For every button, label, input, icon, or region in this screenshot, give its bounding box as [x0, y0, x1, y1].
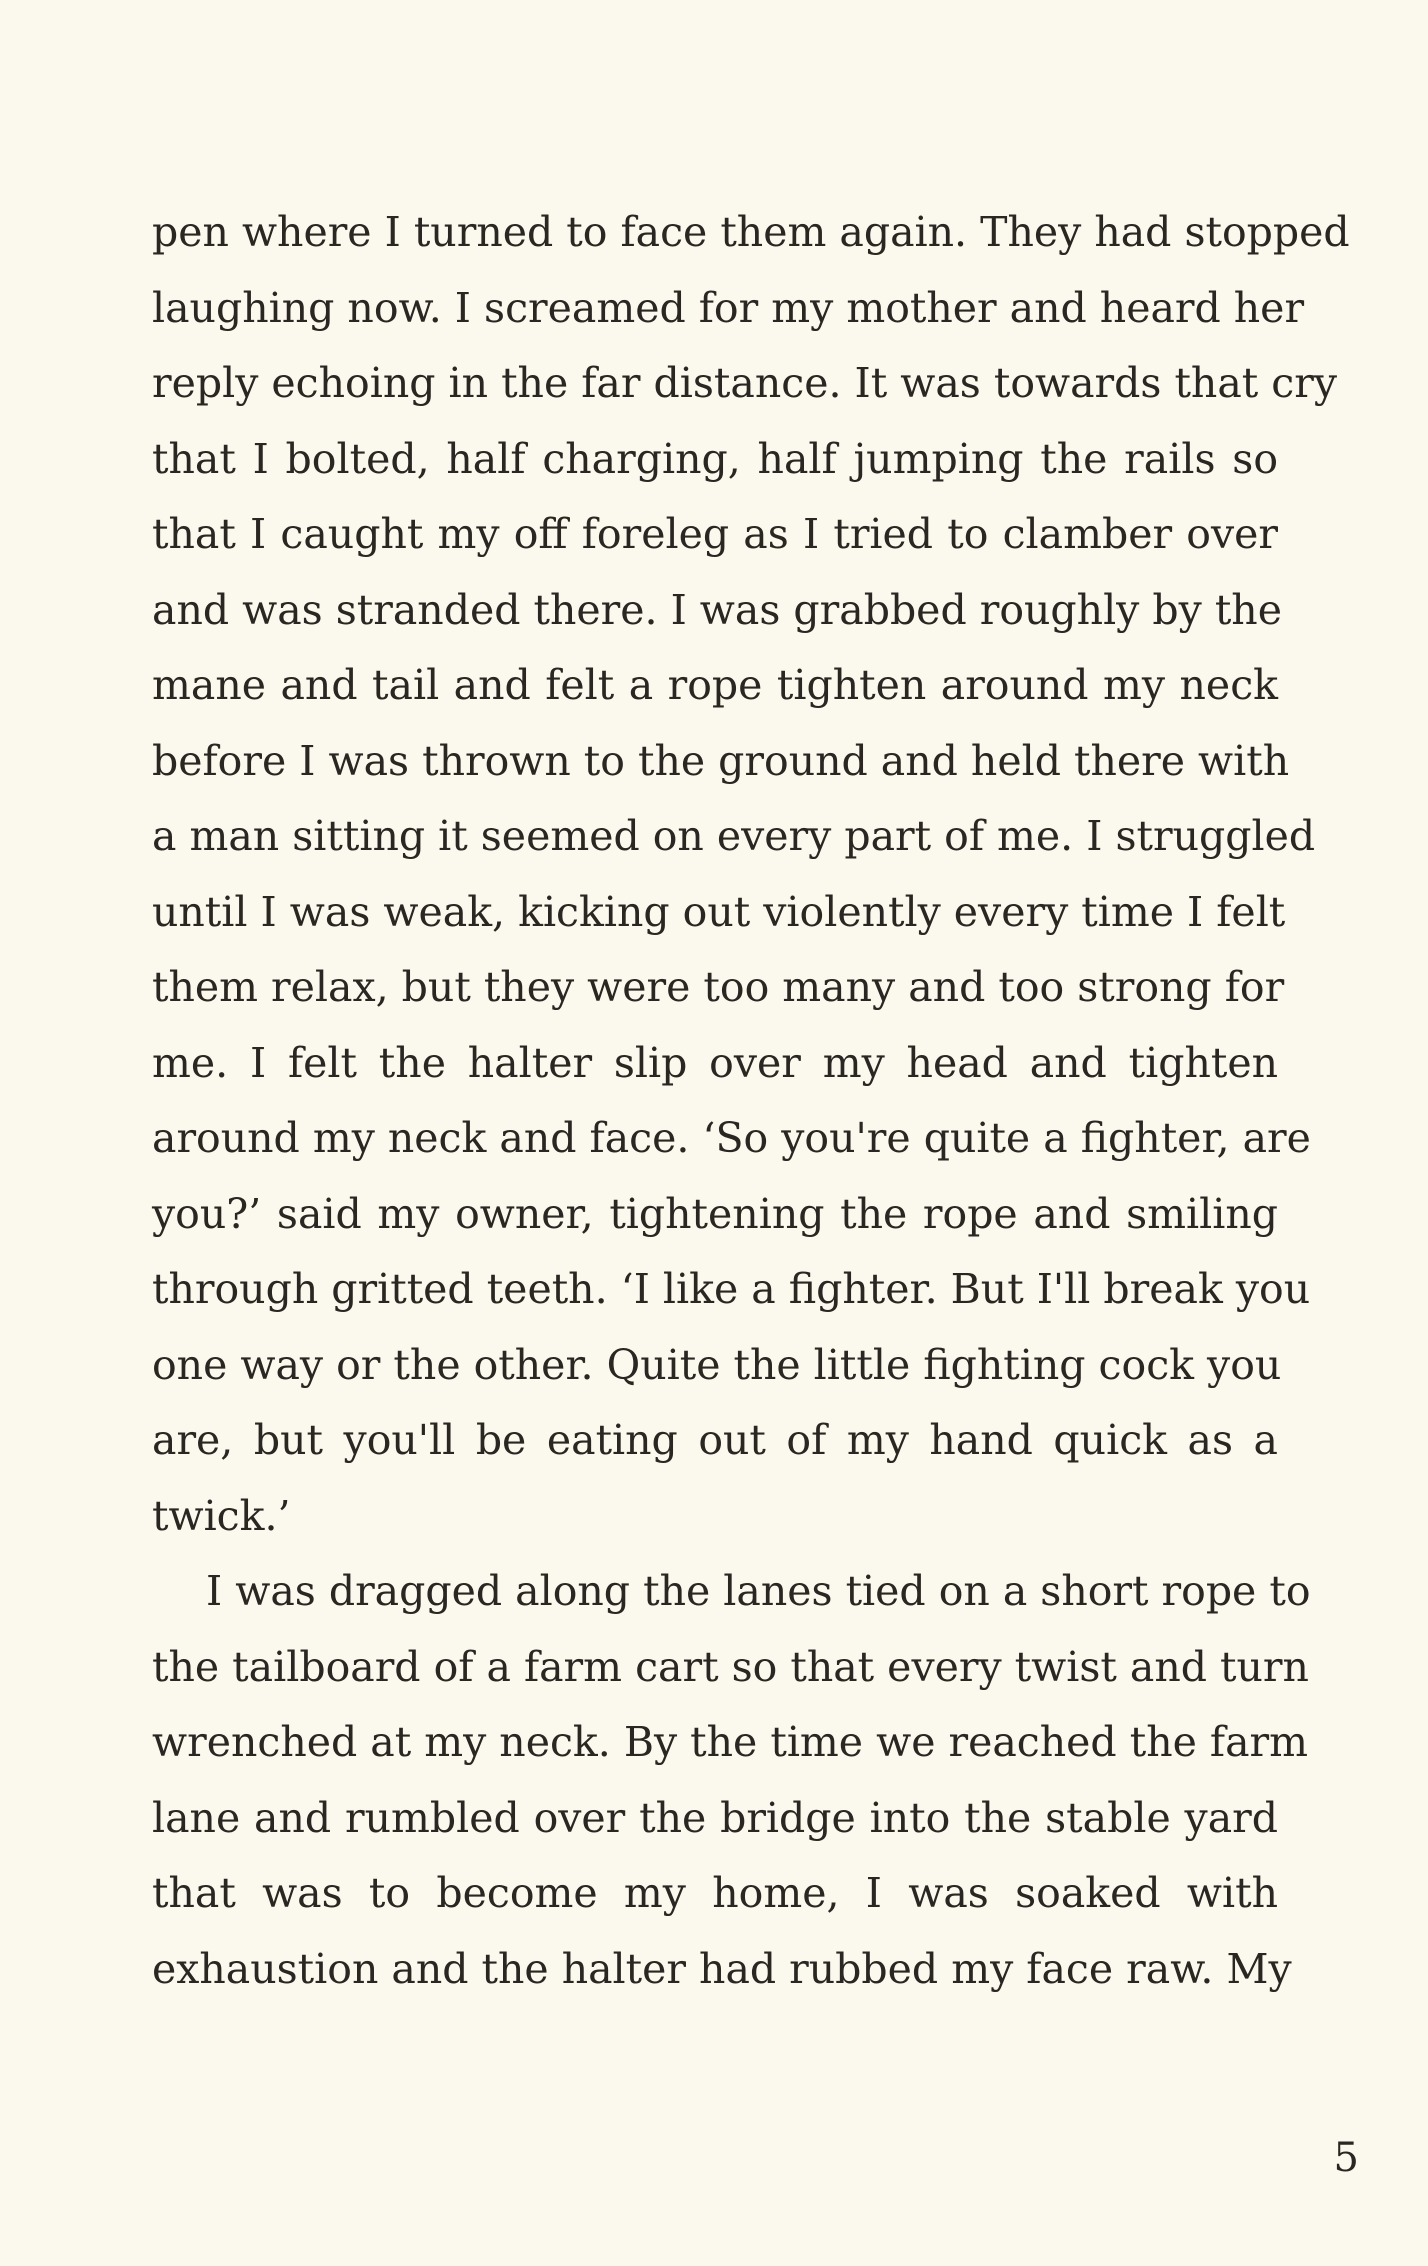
- text-line: laughing now. I screamed for my mother and heard her: [152, 283, 1305, 332]
- text-line: me. I felt the halter slip over my head and tighten: [152, 1038, 1278, 1087]
- text-line: a man sitting it seemed on every part of me. I struggled: [152, 812, 1316, 860]
- text-line: the tailboard of a farm cart so that every twist and turn: [152, 1642, 1309, 1691]
- text-line: until I was weak, kicking out violently every time I felt: [152, 887, 1286, 936]
- text-line: you?’ said my owner, tightening the rope and smiling: [152, 1189, 1278, 1238]
- text-line: lane and rumbled over the bridge into the stable yard: [152, 1793, 1278, 1842]
- page-number: 5: [1333, 2135, 1359, 2181]
- text-line: and was stranded there. I was grabbed roughly by the: [152, 585, 1282, 634]
- text-line: twick.’: [152, 1491, 291, 1540]
- text-line: around my neck and face. ‘So you're quite a fighter, are: [152, 1114, 1311, 1162]
- body-text: [152, 195, 1350, 2007]
- text-line: pen where I turned to face them again. They had stopped: [152, 208, 1350, 256]
- text-line: mane and tail and felt a rope tighten around my neck: [152, 661, 1278, 709]
- text-line: are, but you'll be eating out of my hand quick as a: [152, 1416, 1278, 1464]
- text-line: one way or the other. Quite the little fighting cock you: [152, 1340, 1282, 1389]
- text-line: that I bolted, half charging, half jumping the rails so: [152, 434, 1278, 483]
- text-line: exhaustion and the halter had rubbed my face raw. My: [152, 1944, 1292, 1993]
- text-line: that was to become my home, I was soaked with: [152, 1869, 1278, 1917]
- text-line: that I caught my off foreleg as I tried to clamber over: [152, 510, 1278, 558]
- text-line: them relax, but they were too many and too strong for: [152, 963, 1285, 1011]
- text-line: I was dragged along the lanes tied on a short rope to: [206, 1567, 1311, 1615]
- text-line: wrenched at my neck. By the time we reached the farm: [152, 1718, 1308, 1766]
- text-line: reply echoing in the far distance. It was towards that cry: [152, 359, 1338, 407]
- text-line: through gritted teeth. ‘I like a fighter. But I'll break you: [152, 1265, 1311, 1313]
- text-line: before I was thrown to the ground and held there with: [152, 736, 1290, 785]
